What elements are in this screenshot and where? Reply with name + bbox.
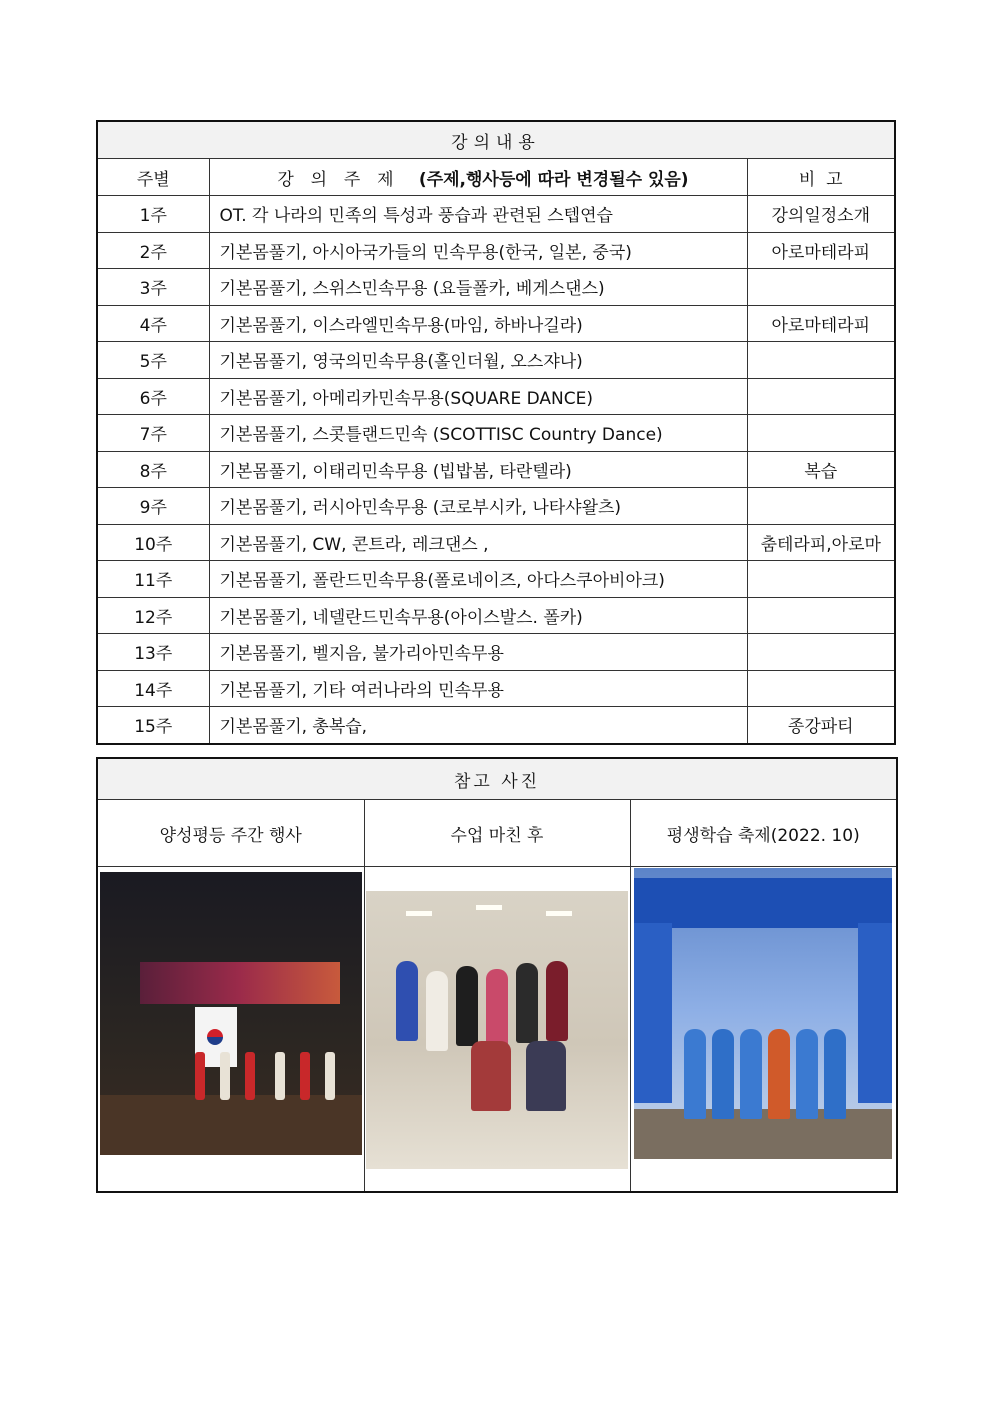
week-cell: 9주 (97, 488, 209, 525)
week-cell: 15주 (97, 707, 209, 744)
remarks-cell: 복습 (747, 451, 895, 488)
person (516, 963, 538, 1043)
dancer (275, 1052, 285, 1100)
schedule-body (97, 196, 895, 744)
arch-post-right (858, 923, 892, 1103)
ceiling-light (546, 911, 572, 916)
lecture-schedule-table (96, 120, 896, 745)
topic-cell: 기본몸풀기, 아메리카민속무용(SQUARE DANCE) (209, 378, 747, 415)
schedule-row (97, 670, 895, 707)
ceiling-light (406, 911, 432, 916)
remarks-cell: 종강파티 (747, 707, 895, 744)
dancer-dress (768, 1029, 790, 1119)
topic-cell: 기본몸풀기, 기타 여러나라의 민속무용 (209, 670, 747, 707)
dancer (245, 1052, 255, 1100)
photo-cell-3 (630, 867, 897, 1193)
topic-cell: 기본몸풀기, 총복습, (209, 707, 747, 744)
person (456, 966, 478, 1046)
dancer-dress (712, 1029, 734, 1119)
topic-header-note: (주제,행사등에 따라 변경될수 있음) (418, 169, 689, 190)
photo-caption-1: 양성평등 주간 행사 (97, 800, 364, 867)
dancer (220, 1052, 230, 1100)
photo-caption-2: 수업 마친 후 (364, 800, 630, 867)
week-cell: 12주 (97, 597, 209, 634)
person (546, 961, 568, 1041)
photo-cell-2 (364, 867, 630, 1193)
topic-cell: 기본몸풀기, 벨지음, 불가리아민속무용 (209, 634, 747, 671)
remarks-header: 비 고 (747, 159, 895, 196)
schedule-row (97, 342, 895, 379)
remarks-cell (747, 561, 895, 598)
week-cell: 3주 (97, 269, 209, 306)
schedule-row (97, 305, 895, 342)
schedule-row (97, 232, 895, 269)
event-banner (140, 962, 340, 1004)
topic-cell: 기본몸풀기, 러시아민속무용 (코로부시카, 나타샤왈츠) (209, 488, 747, 525)
remarks-cell: 아로마테라피 (747, 232, 895, 269)
week-cell: 7주 (97, 415, 209, 452)
remarks-cell: 아로마테라피 (747, 305, 895, 342)
ceiling-light (476, 905, 502, 910)
topic-cell: 기본몸풀기, 스콧틀랜드민속 (SCOTTISC Country Dance) (209, 415, 747, 452)
schedule-row (97, 451, 895, 488)
dancer (300, 1052, 310, 1100)
remarks-cell (747, 634, 895, 671)
dancer (195, 1052, 205, 1100)
person (396, 961, 418, 1041)
person (426, 971, 448, 1051)
stage-floor (100, 1095, 362, 1155)
week-header: 주별 (97, 159, 209, 196)
remarks-cell (747, 415, 895, 452)
week-cell: 11주 (97, 561, 209, 598)
schedule-row (97, 269, 895, 306)
person (471, 1041, 511, 1111)
topic-cell: 기본몸풀기, 아시아국가들의 민속무용(한국, 일본, 중국) (209, 232, 747, 269)
topic-cell: 기본몸풀기, 이스라엘민속무용(마임, 하바나길라) (209, 305, 747, 342)
lifelong-learning-festival-photo (634, 868, 892, 1159)
photo-cell-1 (97, 867, 364, 1193)
topic-header (209, 159, 747, 196)
arch-post-left (634, 923, 672, 1103)
week-cell: 10주 (97, 524, 209, 561)
festival-arch (634, 878, 892, 928)
dancer-dress (684, 1029, 706, 1119)
topic-cell: 기본몸풀기, 이태리민속무용 (빕밥봄, 타란텔라) (209, 451, 747, 488)
week-cell: 14주 (97, 670, 209, 707)
gender-equality-event-photo (100, 872, 362, 1155)
topic-header-label: 강 의 주 제 (277, 169, 396, 190)
topic-cell: 기본몸풀기, 스위스민속무용 (요들폴카, 베게스댄스) (209, 269, 747, 306)
week-cell: 4주 (97, 305, 209, 342)
reference-photos-table (96, 757, 898, 1193)
remarks-cell (747, 378, 895, 415)
after-class-group-photo (366, 891, 628, 1169)
topic-cell: OT. 각 나라의 민족의 특성과 풍습과 관련된 스텝연습 (209, 196, 747, 233)
schedule-row (97, 634, 895, 671)
dancer (325, 1052, 335, 1100)
ground (634, 1109, 892, 1159)
schedule-row (97, 524, 895, 561)
schedule-row (97, 196, 895, 233)
week-cell: 8주 (97, 451, 209, 488)
topic-cell: 기본몸풀기, 네델란드민속무용(아이스발스. 폴카) (209, 597, 747, 634)
person (486, 969, 508, 1049)
remarks-cell (747, 670, 895, 707)
schedule-row (97, 707, 895, 744)
dancer-dress (740, 1029, 762, 1119)
topic-cell: 기본몸풀기, CW, 콘트라, 레크댄스 , (209, 524, 747, 561)
schedule-row (97, 378, 895, 415)
remarks-cell (747, 488, 895, 525)
remarks-cell (747, 269, 895, 306)
week-cell: 1주 (97, 196, 209, 233)
remarks-cell: 춤테라피,아로마 (747, 524, 895, 561)
topic-cell: 기본몸풀기, 폴란드민속무용(폴로네이즈, 아다스쿠아비아크) (209, 561, 747, 598)
week-cell: 5주 (97, 342, 209, 379)
schedule-row (97, 415, 895, 452)
schedule-title: 강의내용 (97, 121, 895, 159)
schedule-row (97, 561, 895, 598)
remarks-cell (747, 342, 895, 379)
remarks-cell (747, 597, 895, 634)
week-cell: 6주 (97, 378, 209, 415)
person (526, 1041, 566, 1111)
dancer-dress (824, 1029, 846, 1119)
schedule-row (97, 597, 895, 634)
dancer-dress (796, 1029, 818, 1119)
topic-cell: 기본몸풀기, 영국의민속무용(홀인더월, 오스쟈나) (209, 342, 747, 379)
photos-title: 참고 사진 (97, 758, 897, 800)
schedule-row (97, 488, 895, 525)
remarks-cell: 강의일정소개 (747, 196, 895, 233)
photo-caption-3: 평생학습 축제(2022. 10) (630, 800, 897, 867)
week-cell: 13주 (97, 634, 209, 671)
week-cell: 2주 (97, 232, 209, 269)
